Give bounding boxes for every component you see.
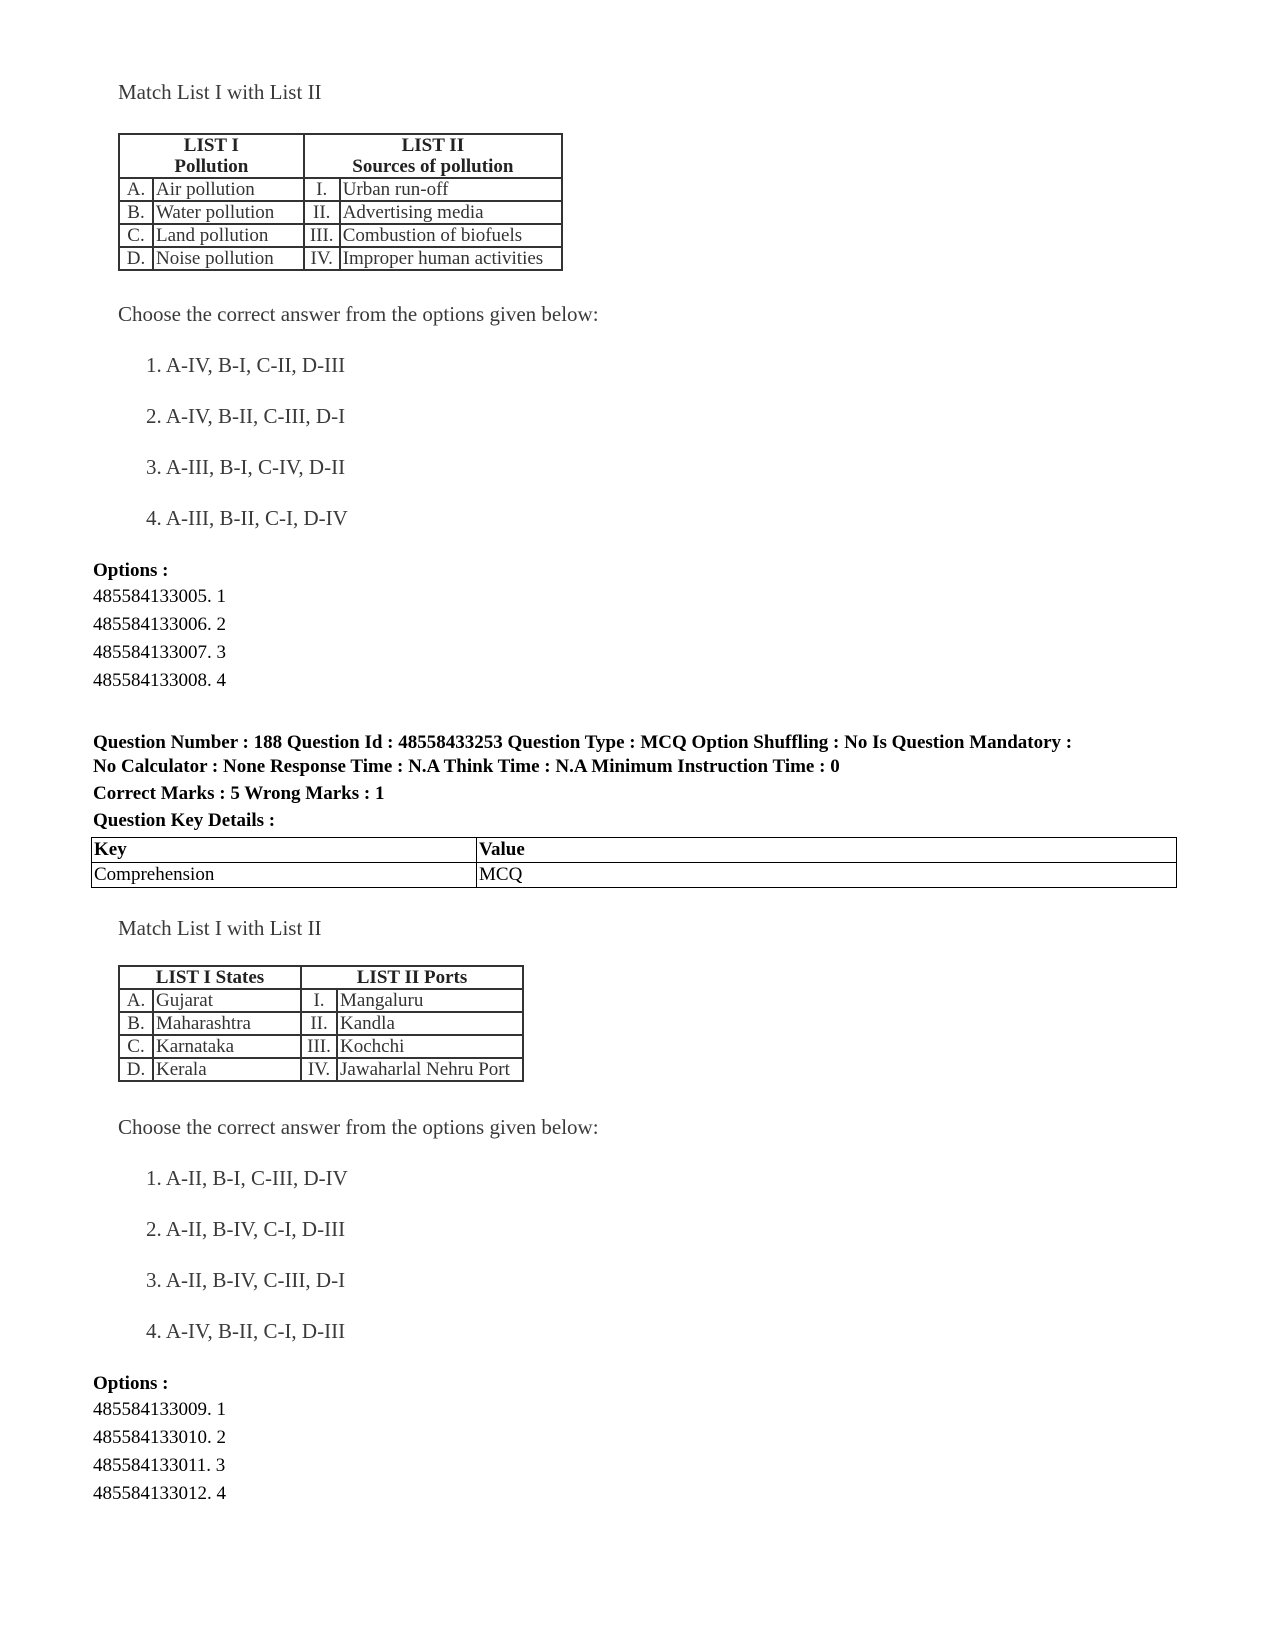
choice-item: 3. A-III, B-I, C-IV, D-II <box>146 455 346 479</box>
choice-item: 4. A-III, B-II, C-I, D-IV <box>146 506 348 530</box>
question-key-table <box>91 837 1177 888</box>
option-item: 485584133009. 1 <box>93 1399 226 1420</box>
option-item: 485584133006. 2 <box>93 614 226 635</box>
option-item: 485584133008. 4 <box>93 670 226 691</box>
list1-header: LIST I States <box>119 966 301 989</box>
choose-instruction-1: Choose the correct answer from the options given below: <box>118 302 599 326</box>
table-row: B. Water pollution II. Advertising media <box>119 201 562 224</box>
choose-instruction-2: Choose the correct answer from the options given below: <box>118 1115 599 1139</box>
options-label-2: Options : <box>93 1373 169 1394</box>
table-row: Key Value <box>92 838 1177 863</box>
options-label-1: Options : <box>93 560 169 581</box>
choice-item: 2. A-II, B-IV, C-I, D-III <box>146 1217 346 1241</box>
option-item: 485584133012. 4 <box>93 1483 226 1504</box>
question-meta-line2: No Calculator : None Response Time : N.A Think Time : N.A Minimum Instruction Time : 0 <box>93 756 840 777</box>
choice-item: 1. A-II, B-I, C-III, D-IV <box>146 1166 348 1190</box>
option-item: 485584133011. 3 <box>93 1455 226 1476</box>
table-row: C. Land pollution III. Combustion of biofuels <box>119 224 562 247</box>
choice-item: 1. A-IV, B-I, C-II, D-III <box>146 353 346 377</box>
list2-header: LIST II Ports <box>301 966 523 989</box>
match-table-ports <box>118 965 524 1082</box>
table-row: D. Noise pollution IV. Improper human activities <box>119 247 562 270</box>
table-row: A. Air pollution I. Urban run-off <box>119 178 562 201</box>
option-item: 485584133010. 2 <box>93 1427 226 1448</box>
choice-item: 3. A-II, B-IV, C-III, D-I <box>146 1268 346 1292</box>
match-instruction-2: Match List I with List II <box>118 916 322 940</box>
question-key-details-label: Question Key Details : <box>93 810 276 831</box>
table-row: A. Gujarat I. Mangaluru <box>119 989 523 1012</box>
match-table-pollution <box>118 133 563 271</box>
table-row: Comprehension MCQ <box>92 863 1177 888</box>
choice-item: 2. A-IV, B-II, C-III, D-I <box>146 404 346 428</box>
list1-header: LIST I Pollution <box>119 134 304 178</box>
choice-item: 4. A-IV, B-II, C-I, D-III <box>146 1319 346 1343</box>
match-instruction-1: Match List I with List II <box>118 80 322 104</box>
option-item: 485584133005. 1 <box>93 586 226 607</box>
table-row: C. Karnataka III. Kochchi <box>119 1035 523 1058</box>
table-row: D. Kerala IV. Jawaharlal Nehru Port <box>119 1058 523 1081</box>
option-item: 485584133007. 3 <box>93 642 226 663</box>
list2-header: LIST II Sources of pollution <box>304 134 562 178</box>
question-meta-line1: Question Number : 188 Question Id : 48558433253 Question Type : MCQ Option Shuffling : No Is Question Mandatory : <box>93 732 1073 753</box>
question-marks: Correct Marks : 5 Wrong Marks : 1 <box>93 783 385 804</box>
table-row: B. Maharashtra II. Kandla <box>119 1012 523 1035</box>
